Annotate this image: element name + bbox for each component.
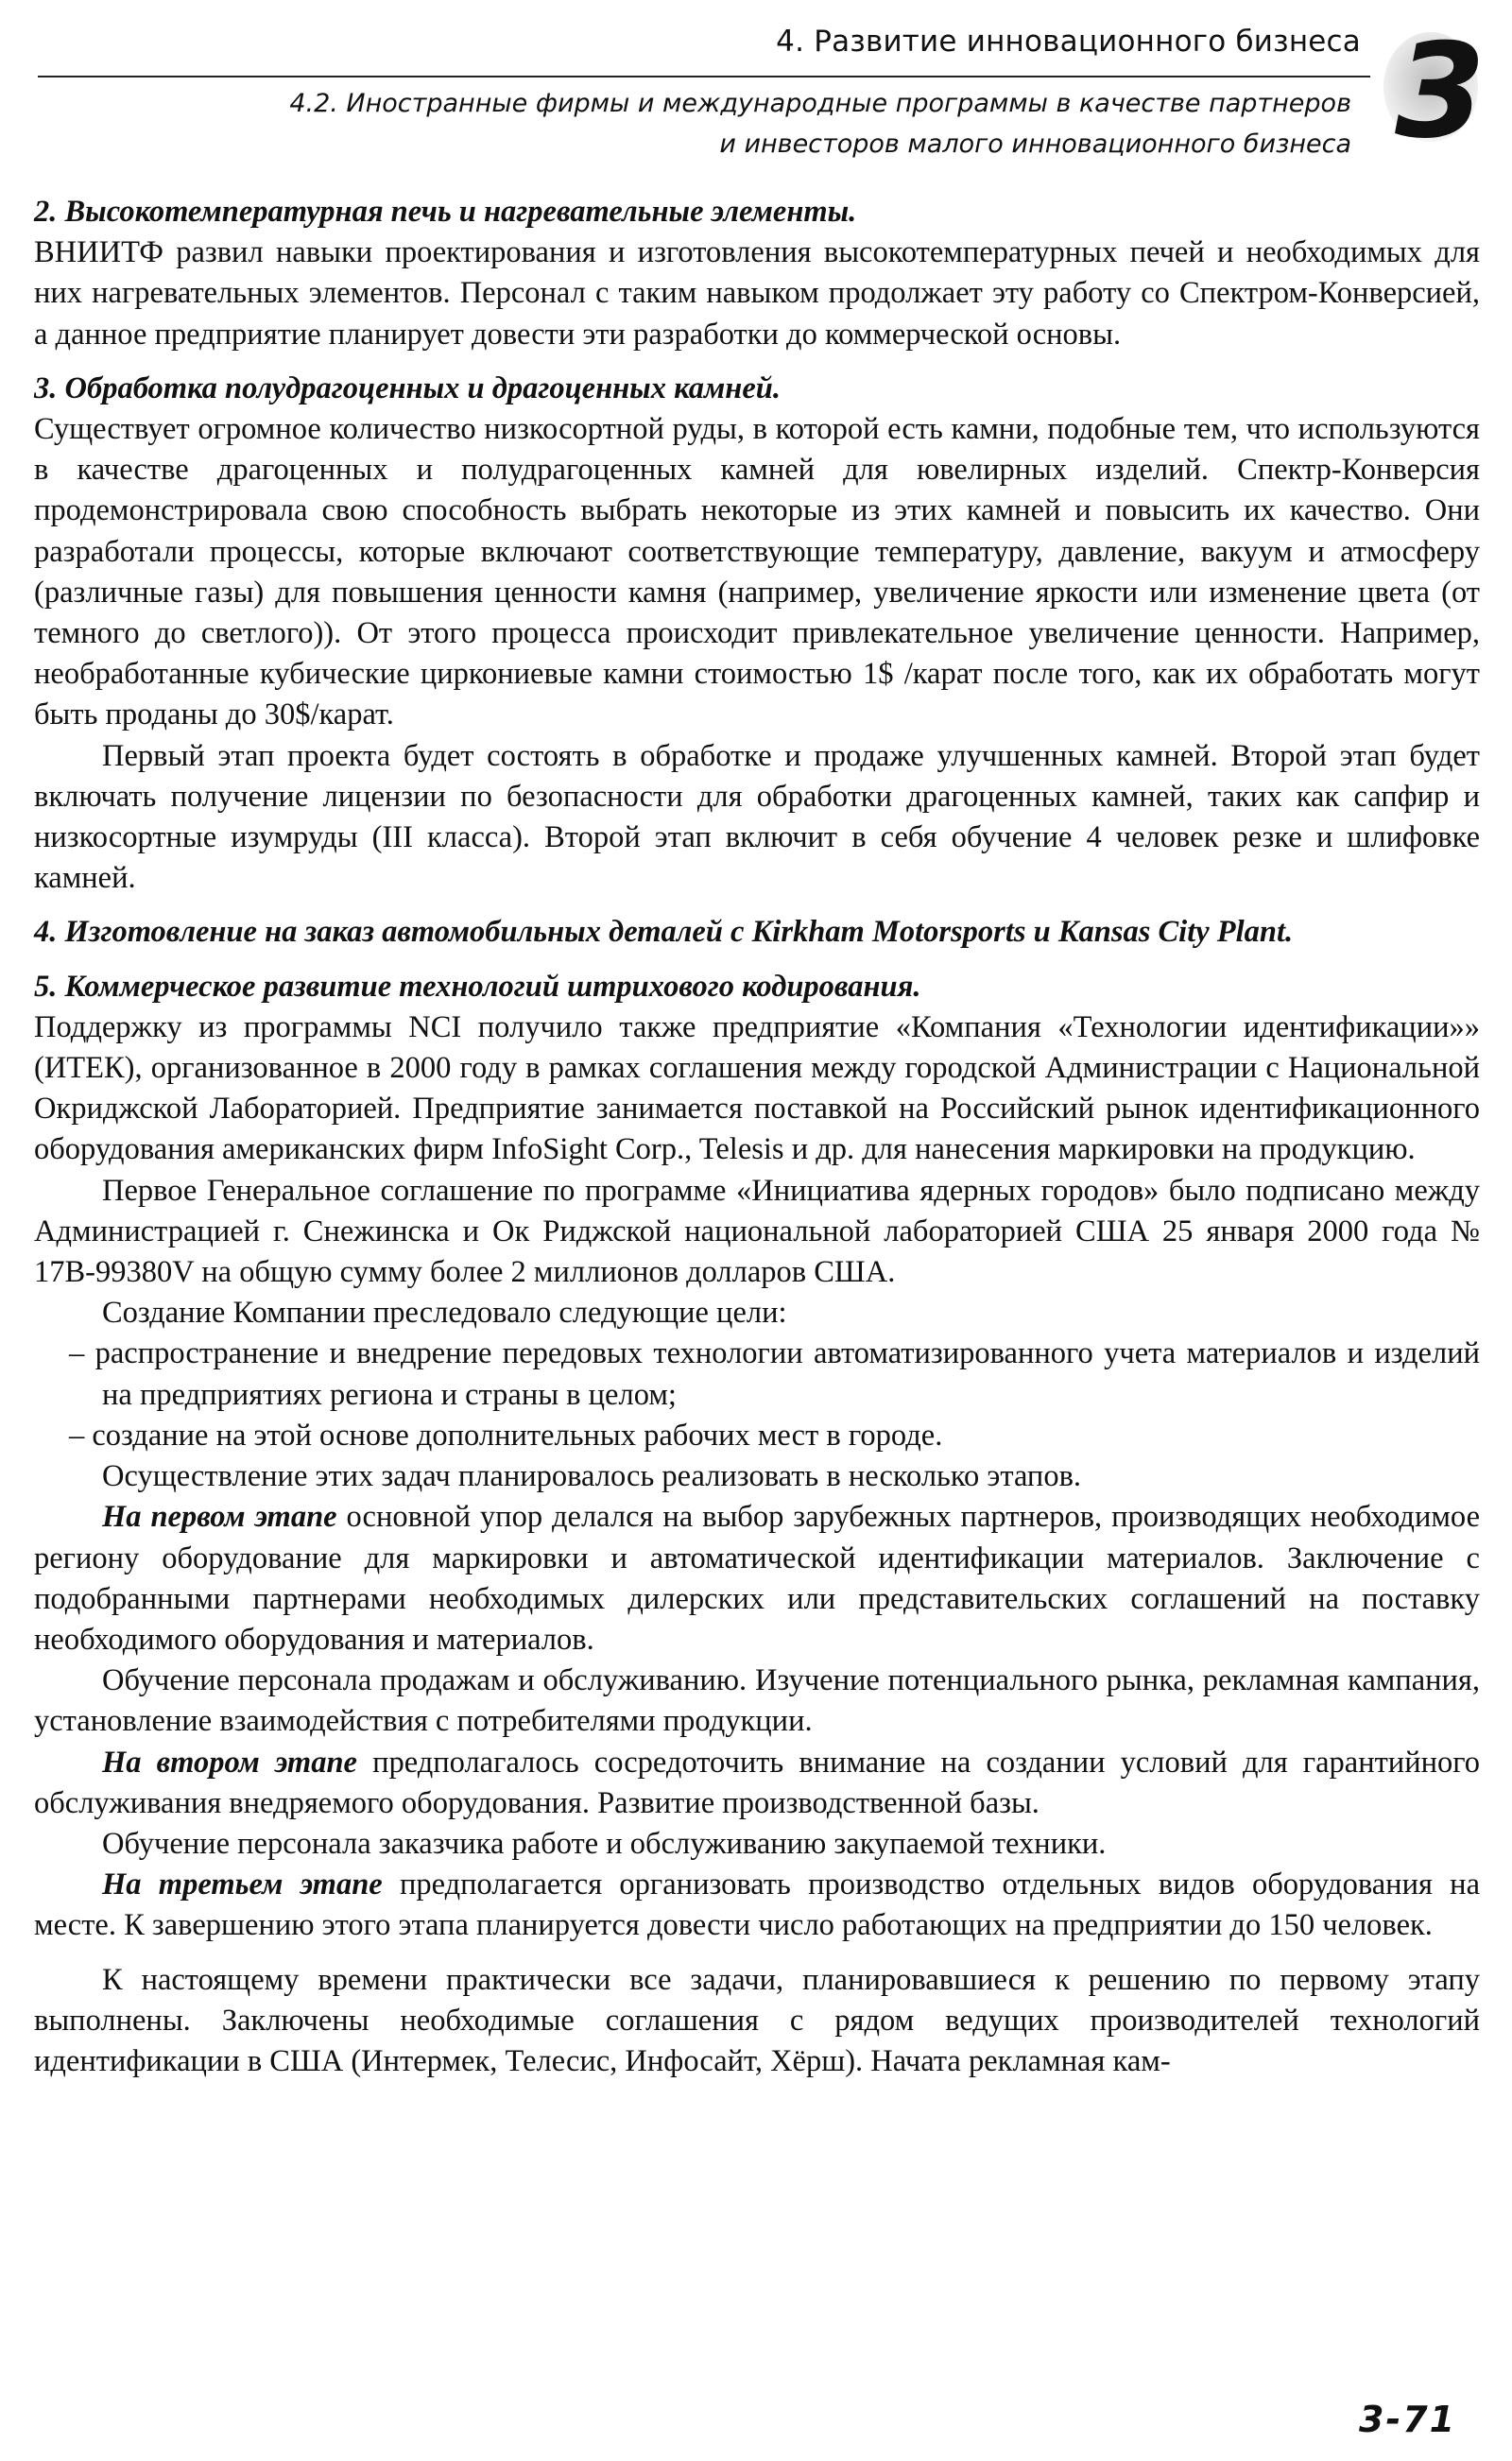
section-title-line-1: 4.2. Иностранные фирмы и международные программы в качестве партнеров (289, 89, 1351, 118)
main-text-column (34, 192, 1480, 2082)
paragraph-s5-3: Создание Компании преследовало следующие цели: (102, 1296, 787, 1331)
page-number: 3-71 (1359, 2399, 1457, 2440)
paragraph-s2-1: ВНИИТФ развил навыки проектирования и изготовления высокотемпературных печей и необходимых для них нагревательных элементов. Персонал с таким навыком продолжает эту работу со Спектром-Конверсией, а данное предприятие планирует довести эти разработки до коммерческой основы. (34, 235, 1480, 352)
chapter-number-digit: 3 (1394, 21, 1486, 155)
section-title-line-2: и инвесторов малого инновационного бизнеса (719, 129, 1351, 159)
chapter-number-badge (1374, 21, 1493, 155)
stage-2-label: На втором этапе (102, 1745, 357, 1780)
list-item-goal-2: – создание на этой основе дополнительных рабочих мест в городе. (69, 1418, 943, 1453)
running-header-section-title (142, 83, 1351, 164)
paragraph-s5-1: Поддержку из программы NCI получило также предприятие «Компания «Технологии идентификации»» (ИТЕК), организованное в 2000 году в рамках соглашения между городской Администрации с Национальной Окриджской Лабораторией. Предприятие занимается поставкой на Российский рынок идентификационного оборудования американских фирм InfoSight Corp., Telesis и др. для нанесения маркировки на продукцию. (34, 1009, 1480, 1167)
paragraph-s3-1: Существует огромное количество низкосортной руды, в которой есть камни, подобные тем, что используются в качестве драгоценных и полудрагоценных камней для ювелирных изделий. Спектр-Конверсия продемонстрировала свою способность выбрать некоторые из этих камней и повысить их качество. Они разработали процессы, которые включают соответствующие температуру, давление, вакуум и атмосферу (различные газы) для повышения ценности камня (например, увеличение яркости или изменение цвета (от темного до светлого)). От этого процесса происходит привлекательное увеличение ценности. Например, необработанные кубические циркониевые камни стоимостью 1$ /карат после того, как их обработать могут быть проданы до 30$/карат. (34, 412, 1480, 732)
heading-section-4: 4. Изготовление на заказ автомобильных деталей с Kirkham Motorsports и Kansas City Plant. (34, 915, 1294, 950)
paragraph-final: К настоящему времени практически все задачи, планировавшиеся к решению по первому этапу выполнены. Заключены необходимые соглашения с рядом ведущих производителей технологий идентификации в США (Интермек, Телесис, Инфосайт, Хёрш). Начата рекламная кам- (34, 1962, 1480, 2078)
stage-3-label: На третьем этапе (102, 1867, 383, 1902)
heading-section-5: 5. Коммерческое развитие технологий штрихового кодирования. (34, 969, 921, 1004)
heading-section-3: 3. Обработка полудрагоценных и драгоценных камней. (34, 370, 781, 405)
paragraph-stage-2 (34, 1743, 1480, 1824)
paragraph-stage-3 (34, 1865, 1480, 1946)
paragraph-s5-4: Осуществление этих задач планировалось реализовать в несколько этапов. (102, 1459, 1082, 1494)
list-item-goal-1: – распространение и внедрение передовых технологии автоматизированного учета материалов и изделий на предприятиях региона и страны в целом; (69, 1336, 1480, 1412)
heading-section-2: 2. Высокотемпературная печь и нагревательные элементы. (34, 195, 857, 229)
paragraph-stage-1-training: Обучение персонала продажам и обслуживанию. Изучение потенциального рынка, рекламная кампания, установление взаимодействия с потребителями продукции. (34, 1663, 1480, 1739)
stage-1-label: На первом этапе (102, 1500, 337, 1535)
paragraph-s5-2: Первое Генеральное соглашение по программе «Инициатива ядерных городов» было подписано между Администрацией г. Снежинска и Ок Риджской национальной лабораторией США 25 января 2000 года № 17В-99380V на общую сумму более 2 миллионов долларов США. (34, 1173, 1480, 1290)
header-divider-line (38, 76, 1370, 77)
stage-3-text: предполагается организовать производство отдельных видов оборудования на месте. К завершению этого этапа планируется довести число работающих на предприятии до 150 человек. (34, 1867, 1480, 1943)
stage-1-text: основной упор делался на выбор зарубежных партнеров, производящих необходимое региону оборудование для маркировки и автоматической идентификации материалов. Заключение с подобранными партнерами необходимых дилерских или представительских соглашений на поставку необходимого оборудования и материалов. (34, 1500, 1480, 1657)
paragraph-stage-1 (34, 1497, 1480, 1661)
paragraph-stage-2-training: Обучение персонала заказчика работе и обслуживанию закупаемой техники. (102, 1826, 1107, 1861)
running-header-chapter-title: 4. Развитие инновационного бизнеса (776, 25, 1361, 59)
paragraph-s3-2: Первый этап проекта будет состоять в обработке и продаже улучшенных камней. Второй этап будет включать получение лицензии по безопасности для обработки драгоценных камней, таких как сапфир и низкосортные изумруды (III класса). Второй этап включит в себя обучение 4 человек резке и шлифовке камней. (34, 738, 1480, 896)
stage-2-text: предполагалось сосредоточить внимание на создании условий для гарантийного обслуживания внедряемого оборудования. Развитие производственной базы. (34, 1745, 1481, 1820)
